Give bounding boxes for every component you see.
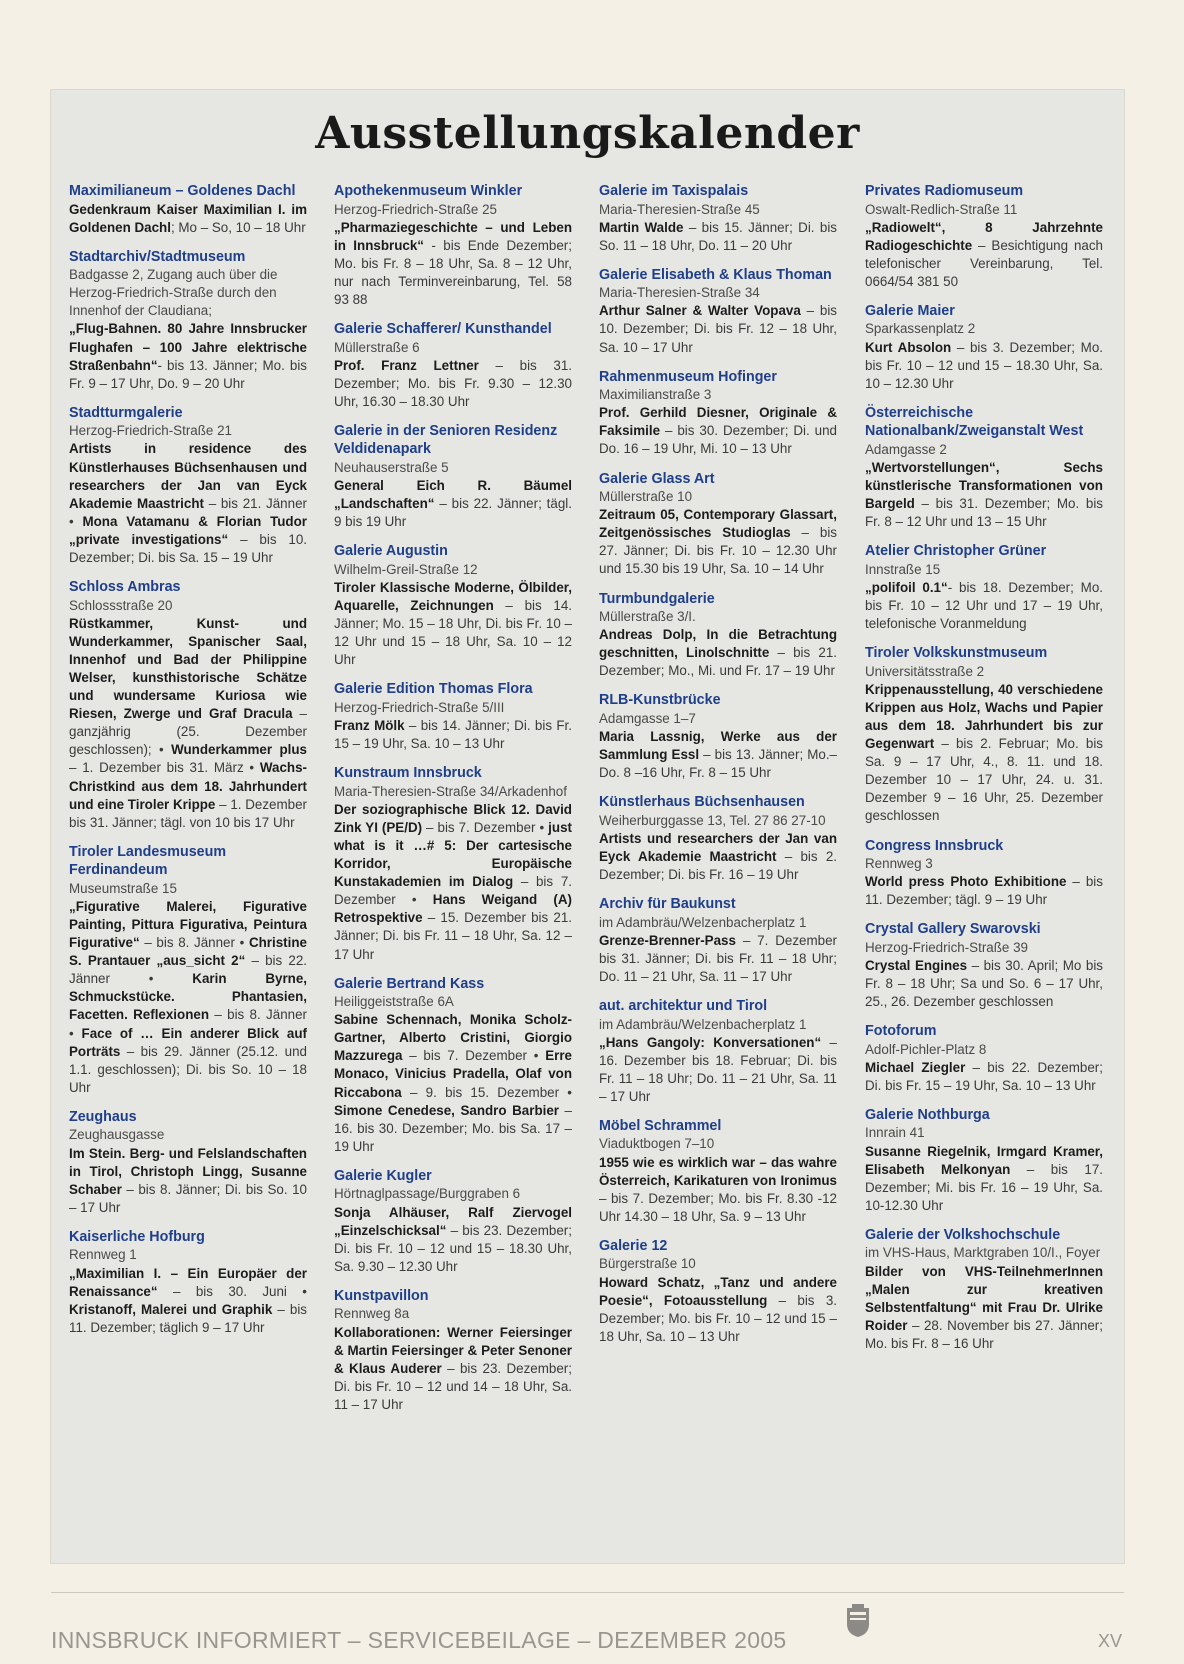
exhibition-description: Rüstkammer, Kunst- und Wunderkammer, Spanischer Saal, Innenhof und Bad der Philippine Welser, kunsthistorische Schätze und wundersame Kuriosa wie Riesen, Zwerge und Graf Dracula – ganzjährig (25. Dezember geschlossen); • Wunderkammer plus – 1. Dezember bis 31. März • Wachs-Christkind aus dem 18. Jahrhundert und eine Tiroler Krippe – 1. Dezember bis 31. Jänner; tägl. von 10 bis 17 Uhr	[69, 615, 307, 830]
venue-address: Müllerstraße 10	[599, 489, 693, 505]
exhibition-entry	[599, 470, 837, 579]
exhibition-entry	[599, 590, 837, 681]
venue-name: Tiroler Landesmuseum Ferdinandeum	[69, 843, 227, 879]
venue-name: Galerie Kugler	[334, 1167, 432, 1184]
venue-address: Universitätsstraße 2	[865, 663, 985, 679]
exhibition-description: Zeitraum 05, Contemporary Glassart, Zeitgenössisches Studioglas – bis 27. Jänner; Di. bis Fr. 10 – 12.30 Uhr und 15.30 bis 19 Uhr, Sa. 10 – 14 Uhr	[599, 507, 837, 577]
venue-address: Hörtnaglpassage/Burggraben 6	[334, 1186, 521, 1202]
venue-name: Galerie Edition Thomas Flora	[334, 681, 533, 698]
venue-address: Herzog-Friedrich-Straße 25	[334, 201, 497, 217]
venue-name: Galerie im Taxispalais	[599, 183, 749, 199]
venue-name: Atelier Christopher Grüner	[865, 543, 1047, 560]
venue-name: Galerie Schafferer/ Kunsthandel	[334, 321, 552, 338]
venue-address: im VHS-Haus, Marktgraben 10/I., Foyer	[865, 1245, 1101, 1261]
exhibition-description: Franz Mölk – bis 14. Jänner; Di. bis Fr. 15 – 19 Uhr, Sa. 10 – 13 Uhr	[334, 717, 572, 752]
venue-address: Müllerstraße 3/I.	[599, 609, 696, 624]
exhibition-entry	[865, 1226, 1103, 1353]
venue-name: Galerie Augustin	[334, 543, 448, 560]
exhibition-description: Der soziographische Blick 12. David Zink YI (PE/D) – bis 7. Dezember • just what is it …# 5: Der cartesische Korridor, Europäische Kunstakademien im Dialog – bis 7. Dezember • Hans Weigand (A) Retrospektive – 15. Dezember bis 21. Jänner; Di. bis Fr. 11 – 18 Uhr, Sa. 12 – 17 Uhr	[334, 801, 572, 962]
venue-name: Österreichische Nationalbank/Zweiganstalt West	[865, 404, 1084, 440]
venue-address: Maximilianstraße 3	[599, 387, 712, 403]
venue-name: Apothekenmuseum Winkler	[334, 183, 523, 199]
exhibition-description: Susanne Riegelnik, Irmgard Kramer, Elisabeth Melkonyan – bis 17. Dezember; Mi. bis Fr. 16 – 19 Uhr, Sa. 10-12.30 Uhr	[865, 1143, 1103, 1213]
exhibition-entry	[599, 895, 837, 986]
venue-address: Weiherburggasse 13, Tel. 27 86 27-10	[599, 812, 826, 828]
venue-name: Galerie 12	[599, 1237, 668, 1254]
venue-address: Adamgasse 1–7	[599, 710, 696, 726]
exhibition-description: Tiroler Klassische Moderne, Ölbilder, Aquarelle, Zeichnungen – bis 14. Jänner; Mo. 15 – 18 Uhr, Di. bis Fr. 10 – 12 Uhr und 15 – 18 Uhr, Sa. 10 – 12 Uhr	[334, 579, 572, 668]
exhibition-description: Artists und researchers der Jan van Eyck Akademie Maastricht – bis 2. Dezember; Di. bis Fr. 16 – 19 Uhr	[599, 830, 837, 883]
exhibition-description: Sonja Alhäuser, Ralf Ziervogel „Einzelschicksal“ – bis 23. Dezember; Di. bis Fr. 10 – 12 und 15 – 18.30 Uhr, Sa. 9.30 – 12.30 Uhr	[334, 1204, 572, 1274]
column-4	[865, 182, 1103, 1364]
exhibition-entry	[865, 644, 1103, 825]
exhibition-description: „polifoil 0.1“- bis 18. Dezember; Mo. bis Fr. 10 – 12 Uhr und 17 – 19 Uhr, telefonische Voranmeldung	[865, 579, 1104, 632]
venue-name: Congress Innsbruck	[865, 837, 1004, 854]
exhibition-description: „Flug-Bahnen. 80 Jahre Innsbrucker Flughafen – 100 Jahre elektrische Straßenbahn“- bis 13. Jänner; Mo. bis Fr. 9 – 17 Uhr, Do. 9 – 20 Uhr	[69, 321, 307, 391]
exhibition-description: „Pharmaziegeschichte – und Leben in Innsbruck“ - bis Ende Dezember; Mo. bis Fr. 8 – 18 Uhr, Sa. 8 – 12 Uhr, nur nach Terminvereinbarung, Tel. 58 93 88	[334, 219, 572, 307]
exhibition-description: Maria Lassnig, Werke aus der Sammlung Essl – bis 13. Jänner; Mo.–Do. 8 –16 Uhr, Fr. 8 – 15 Uhr	[599, 728, 837, 781]
exhibition-entry	[334, 422, 572, 531]
exhibition-entry	[334, 1167, 572, 1276]
venue-name: Stadtarchiv/Stadtmuseum	[69, 248, 246, 265]
exhibition-entry	[69, 1228, 307, 1337]
exhibition-entry	[865, 404, 1103, 531]
venue-name: Galerie Glass Art	[599, 470, 715, 487]
venue-name: Möbel Schrammel	[599, 1117, 722, 1134]
venue-name: RLB-Kunstbrücke	[599, 692, 721, 709]
venue-address: im Adambräu/Welzenbacherplatz 1	[599, 1016, 807, 1032]
venue-address: Rennweg 8a	[334, 1306, 410, 1322]
venue-name: aut. architektur und Tirol	[599, 998, 768, 1014]
exhibition-entry	[69, 843, 307, 1097]
venue-name: Archiv für Baukunst	[599, 896, 736, 913]
exhibition-description: General Eich R. Bäumel „Landschaften“ – bis 22. Jänner; tägl. 9 bis 19 Uhr	[334, 478, 572, 530]
venue-address: Badgasse 2, Zugang auch über die Herzog-Friedrich-Straße durch den Innenhof der Claudiana;	[69, 267, 278, 319]
exhibition-entry	[69, 248, 307, 393]
venue-address: Rennweg 1	[69, 1247, 137, 1263]
footer-divider	[51, 1592, 1124, 1593]
exhibition-description: Martin Walde – bis 15. Jänner; Di. bis So. 11 – 18 Uhr, Do. 11 – 20 Uhr	[599, 219, 838, 253]
venue-address: Museumstraße 15	[69, 880, 177, 896]
exhibition-entry	[599, 1237, 837, 1346]
venue-address: Maria-Theresien-Straße 34/Arkadenhof	[334, 783, 567, 799]
venue-address: Maria-Theresien-Straße 34	[599, 285, 760, 301]
exhibition-entry	[69, 1108, 307, 1217]
footer-publication: INNSBRUCK INFORMIERT – SERVICEBEILAGE – DEZEMBER 2005	[51, 1627, 787, 1653]
column-1	[69, 182, 307, 1348]
venue-name: Stadtturmgalerie	[69, 404, 183, 421]
exhibition-description: Krippenausstellung, 40 verschiedene Krippen aus Holz, Wachs und Papier aus dem 18. Jahrhundert bis zur Gegenwart – bis 2. Februar; Mo. bis Sa. 9 – 17 Uhr, 4., 8. 11. und 18. Dezember 10 – 17 Uhr, 24. u. 31. Dezember 9 – 16 Uhr, 25. Dezember geschlossen	[865, 681, 1103, 824]
venue-name: Rahmenmuseum Hofinger	[599, 368, 777, 385]
exhibition-entry	[865, 1022, 1103, 1095]
exhibition-description: Gedenkraum Kaiser Maximilian I. im Goldenen Dachl; Mo – So, 10 – 18 Uhr	[69, 201, 307, 235]
exhibition-entry	[334, 1287, 572, 1414]
venue-name: Tiroler Volkskunstmuseum	[865, 645, 1048, 662]
exhibition-entry	[599, 691, 837, 782]
exhibition-entry	[599, 997, 837, 1106]
exhibition-description: Sabine Schennach, Monika Scholz-Gartner, Alberto Cristini, Giorgio Mazzurega – bis 7. Dezember • Erre Monaco, Vinicius Pradella, Olaf von Riccabona – 9. bis 15. Dezember • Simone Cenedese, Sandro Barbier – 16. bis 30. Dezember; Mo. bis Sa. 17 – 19 Uhr	[334, 1012, 572, 1154]
exhibition-description: „Radiowelt“, 8 Jahrzehnte Radiogeschichte – Besichtigung nach telefonischer Vereinbarung, Tel. 0664/54 381 50	[865, 219, 1103, 289]
venue-name: Galerie Nothburga	[865, 1106, 990, 1123]
city-crest-icon	[845, 1604, 871, 1638]
venue-address: Herzog-Friedrich-Straße 5/III	[334, 699, 505, 715]
venue-address: Bürgerstraße 10	[599, 1256, 696, 1272]
page-number: XV	[1097, 1631, 1122, 1651]
venue-address: Rennweg 3	[865, 856, 933, 872]
venue-address: Sparkassenplatz 2	[865, 321, 976, 337]
exhibition-description: Bilder von VHS-TeilnehmerInnen „Malen zur kreativen Selbstentfaltung“ mit Frau Dr. Ulrike Roider – 28. November bis 27. Jänner; Mo. bis Fr. 8 – 16 Uhr	[865, 1263, 1103, 1351]
venue-address: Herzog-Friedrich-Straße 39	[865, 939, 1028, 955]
exhibition-entry	[69, 182, 307, 237]
exhibition-description: „Hans Gangoly: Konversationen“ – 16. Dezember bis 18. Februar; Di. bis Fr. 11 – 18 Uhr; Do. 11 – 21 Uhr, Sa. 11 – 17 Uhr	[599, 1034, 837, 1104]
exhibition-entry	[334, 542, 572, 669]
exhibition-description: Kollaborationen: Werner Feiersinger & Martin Feiersinger & Peter Senoner & Klaus Auderer – bis 23. Dezember; Di. bis Fr. 10 – 12 und 14 – 18 Uhr, Sa. 11 – 17 Uhr	[334, 1324, 572, 1412]
exhibition-description: Michael Ziegler – bis 22. Dezember; Di. bis Fr. 15 – 19 Uhr, Sa. 10 – 13 Uhr	[865, 1059, 1103, 1093]
exhibition-description: „Figurative Malerei, Figurative Painting, Pittura Figurativa, Peintura Figurative“ – bis 8. Jänner • Christine S. Prantauer „aus_sicht 2“ – bis 22. Jänner • Karin Byrne, Schmuckstücke. Phantasien, Facetten. Reflexionen – bis 8. Jänner • Face of … Ein anderer Blick auf Porträts – bis 29. Jänner (25.12. und 1.1. geschlossen); Di. bis So. 10 – 18 Uhr	[69, 898, 308, 1095]
exhibition-entry	[865, 837, 1103, 910]
exhibition-description: „Wertvorstellungen“, Sechs künstlerische Transformationen von Bargeld – bis 31. Dezember; Mo. bis Fr. 8 – 12 Uhr und 13 – 15 Uhr	[865, 459, 1103, 530]
exhibition-entry	[599, 1117, 837, 1226]
column-2	[334, 182, 572, 1425]
venue-name: Zeughaus	[69, 1108, 137, 1125]
exhibition-entry	[69, 404, 307, 567]
exhibition-description: Arthur Salner & Walter Vopava – bis 10. Dezember; Di. bis Fr. 12 – 18 Uhr, Sa. 10 – 17 Uhr	[599, 303, 837, 355]
venue-address: Oswalt-Redlich-Straße 11	[865, 201, 1018, 217]
exhibition-entry	[599, 266, 837, 357]
exhibition-description: Prof. Franz Lettner – bis 31. Dezember; Mo. bis Fr. 9.30 – 12.30 Uhr, 16.30 – 18.30 Uhr	[334, 357, 572, 409]
venue-name: Galerie in der Senioren Residenz Veldidenapark	[334, 422, 558, 458]
exhibition-entry	[334, 680, 572, 753]
exhibition-entry	[334, 182, 572, 309]
exhibition-entry	[334, 764, 572, 963]
venue-address: Heiliggeiststraße 6A	[334, 994, 454, 1010]
exhibition-entry	[865, 542, 1103, 633]
exhibition-entry	[865, 1106, 1103, 1215]
exhibition-description: Prof. Gerhild Diesner, Originale & Faksimile – bis 30. Dezember; Di. und Do. 16 – 19 Uhr, Mi. 10 – 13 Uhr	[599, 405, 837, 457]
venue-address: Wilhelm-Greil-Straße 12	[334, 561, 478, 577]
venue-name: Galerie der Volkshochschule	[865, 1226, 1061, 1243]
exhibition-entry	[599, 793, 837, 884]
venue-name: Kaiserliche Hofburg	[69, 1228, 205, 1245]
venue-address: Zeughausgasse	[69, 1127, 165, 1143]
venue-address: im Adambräu/Welzenbacherplatz 1	[599, 914, 807, 930]
venue-address: Maria-Theresien-Straße 45	[599, 201, 760, 217]
venue-name: Galerie Bertrand Kass	[334, 975, 485, 992]
exhibition-description: Grenze-Brenner-Pass – 7. Dezember bis 31. Jänner; Di. bis Fr. 11 – 18 Uhr; Do. 11 – 21 Uhr, Sa. 11 – 17 Uhr	[599, 932, 837, 984]
exhibition-entry	[69, 578, 307, 832]
venue-address: Adolf-Pichler-Platz 8	[865, 1041, 987, 1057]
exhibition-description: Crystal Engines – bis 30. April; Mo bis Fr. 8 – 18 Uhr; Sa und So. 6 – 17 Uhr, 25., 26. Dezember geschlossen	[865, 957, 1103, 1010]
exhibition-entry	[334, 975, 572, 1156]
venue-name: Künstlerhaus Büchsenhausen	[599, 794, 805, 811]
exhibition-entry	[599, 182, 837, 255]
exhibition-description: Im Stein. Berg- und Felslandschaften in Tirol, Christoph Lingg, Susanne Schaber – bis 8. Jänner; Di. bis So. 10 – 17 Uhr	[69, 1145, 307, 1215]
calendar-panel	[51, 90, 1124, 1563]
exhibition-description: 1955 wie es wirklich war – das wahre Österreich, Karikaturen von Ironimus – bis 7. Dezember; Mo. bis Fr. 8.30 -12 Uhr 14.30 – 18 Uhr, Sa. 9 – 13 Uhr	[599, 1154, 837, 1224]
venue-address: Schlossstraße 20	[69, 597, 173, 613]
exhibition-description: World press Photo Exhibitione – bis 11. Dezember; tägl. 9 – 19 Uhr	[865, 874, 1103, 908]
venue-address: Innstraße 15	[865, 561, 941, 577]
venue-address: Viaduktbogen 7–10	[599, 1136, 715, 1152]
page-title: Ausstellungskalender	[315, 108, 860, 159]
venue-address: Innrain 41	[865, 1125, 925, 1141]
venue-name: Kunstpavillon	[334, 1287, 429, 1304]
exhibition-description: Artists in residence des Künstlerhauses Büchsenhausen und researchers der Jan van Eyck Akademie Maastricht – bis 21. Jänner • Mona Vatamanu & Florian Tudor „private investigations“ – bis 10. Dezember; Di. bis Sa. 15 – 19 Uhr	[69, 441, 308, 565]
exhibition-description: Howard Schatz, „Tanz und andere Poesie“, Fotoausstellung – bis 3. Dezember; Mo. bis Fr. 10 – 12 und 15 – 18 Uhr, Sa. 10 – 13 Uhr	[599, 1274, 837, 1344]
column-3	[599, 182, 837, 1357]
exhibition-description: Andreas Dolp, In die Betrachtung geschnitten, Linolschnitte – bis 21. Dezember; Mo., Mi. und Fr. 17 – 19 Uhr	[599, 627, 837, 679]
exhibition-description: Kurt Absolon – bis 3. Dezember; Mo. bis Fr. 10 – 12 und 15 – 18.30 Uhr, Sa. 10 – 12.30 Uhr	[865, 339, 1103, 391]
exhibition-entry	[865, 302, 1103, 393]
venue-name: Turmbundgalerie	[599, 590, 715, 607]
venue-address: Adamgasse 2	[865, 441, 947, 457]
venue-name: Galerie Elisabeth & Klaus Thoman	[599, 266, 832, 283]
venue-address: Herzog-Friedrich-Straße 21	[69, 423, 232, 439]
exhibition-entry	[334, 320, 572, 411]
exhibition-entry	[865, 920, 1103, 1011]
exhibition-entry	[865, 182, 1103, 291]
venue-name: Maximilianeum – Goldenes Dachl	[69, 183, 296, 199]
exhibition-entry	[599, 368, 837, 459]
exhibition-description: „Maximilian I. – Ein Europäer der Renaissance“ – bis 30. Juni • Kristanoff, Malerei und Graphik – bis 11. Dezember; täglich 9 – 17 Uhr	[69, 1265, 307, 1335]
venue-name: Galerie Maier	[865, 302, 955, 319]
venue-name: Schloss Ambras	[69, 579, 181, 596]
venue-name: Privates Radiomuseum	[865, 183, 1024, 199]
venue-name: Crystal Gallery Swarovski	[865, 921, 1041, 938]
venue-name: Kunstraum Innsbruck	[334, 765, 482, 782]
venue-address: Müllerstraße 6	[334, 339, 420, 355]
venue-address: Neuhauserstraße 5	[334, 459, 449, 475]
venue-name: Fotoforum	[865, 1023, 937, 1040]
